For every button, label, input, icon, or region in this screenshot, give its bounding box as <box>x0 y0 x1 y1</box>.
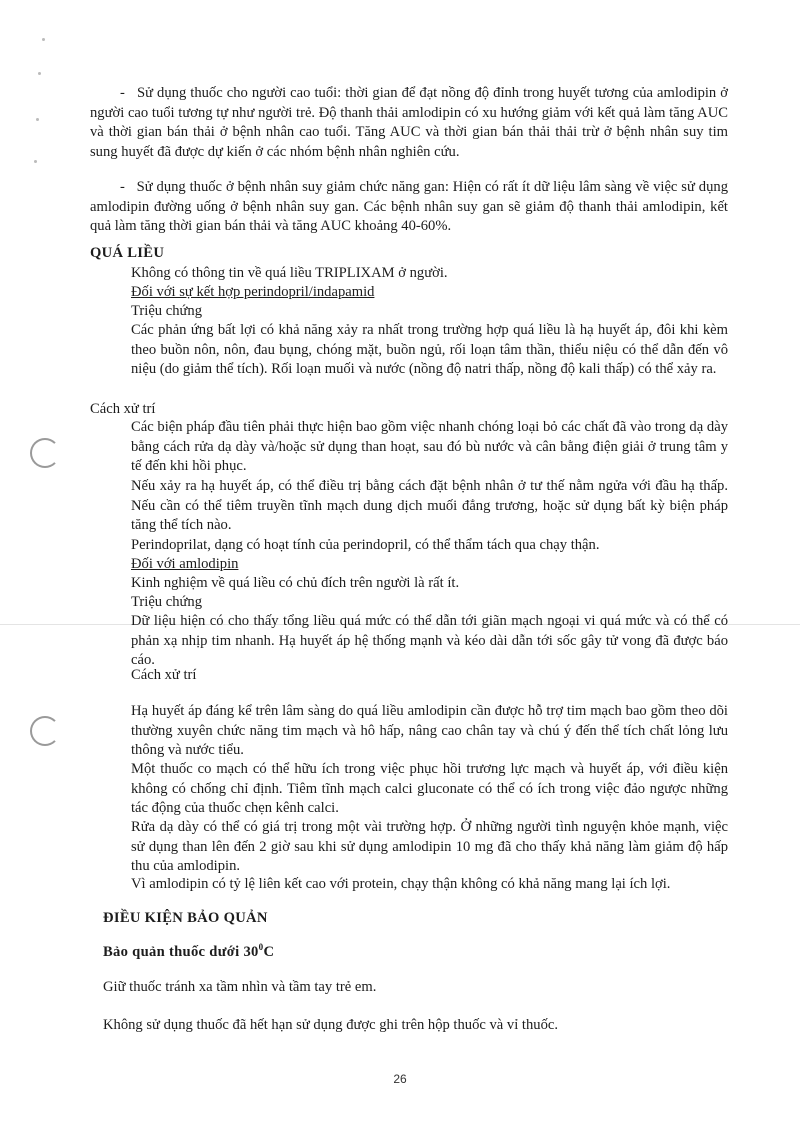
combo-symptoms-text: Các phản ứng bất lợi có khả năng xảy ra nhất trong trường hợp quá liều là hạ huyết áp, đôi khi kèm theo buồn nôn, nôn, đau bụng, chóng mặt, buồn ngủ, rối loạn tâm thần, thiểu niệu có thể dẫn đến vô niệu (do giảm thể tích). Rối loạn muối và nước (nồng độ natri thấp, nồng độ kali thấp) có thể xảy ra. <box>131 322 728 378</box>
scan-speck <box>34 160 37 163</box>
scan-speck <box>36 118 39 121</box>
amlodipine-subheading: Đối với amlodipin <box>131 556 239 572</box>
punch-hole-icon <box>30 716 60 746</box>
amlodipine-treatment-label: Cách xử trí <box>131 667 197 683</box>
amlodipine-treatment-2: Một thuốc co mạch có thể hữu ích trong việc phục hồi trương lực mạch và huyết áp, với điều kiện không có chống chỉ định. Tiêm tĩnh mạch calci gluconate có thể có ích trong việc đảo ngược những tác động của thuốc chẹn kênh calci. <box>131 761 728 817</box>
amlodipine-treatment-4: Vì amlodipin có tỷ lệ liên kết cao với protein, chạy thận không có khả năng mang lại ích lợi. <box>131 876 671 892</box>
punch-hole-icon <box>30 438 60 468</box>
overdose-no-info: Không có thông tin về quá liều TRIPLIXAM ở người. <box>131 265 448 281</box>
amlodipine-symptoms-text: Dữ liệu hiện có cho thấy tổng liều quá mức có thể dẫn tới giãn mạch ngoại vi quá mức và có thể có phản xạ nhịp tim nhanh. Hạ huyết áp hệ thống mạnh và kéo dài dẫn tới sốc gây tử vong đã được báo cáo. <box>131 613 728 669</box>
amlodipine-experience: Kinh nghiệm về quá liều có chủ đích trên người là rất ít. <box>131 575 460 591</box>
storage-expiry: Không sử dụng thuốc đã hết hạn sử dụng được ghi trên hộp thuốc và vỉ thuốc. <box>103 1017 559 1033</box>
amlodipine-symptoms-label: Triệu chứng <box>131 594 203 610</box>
combo-symptoms-label: Triệu chứng <box>131 303 203 319</box>
combo-subheading: Đối với sự kết hợp perindopril/indapamid <box>131 284 375 300</box>
elderly-paragraph: - Sử dụng thuốc cho người cao tuổi: thời gian để đạt nồng độ đỉnh trong huyết tương của amlodipin ở người cao tuổi tương tự như người trẻ. Độ thanh thải amlodipin có xu hướng giảm với kết quả làm tăng AUC và thời gian bán thải ở bệnh nhân cao tuổi. Tăng AUC và thời gian bán thải thải trừ ở bệnh nhân suy tim sung huyết đã được dự kiến ở các nhóm bệnh nhân nghiên cứu. <box>90 85 728 160</box>
scan-speck <box>38 72 41 75</box>
scan-speck <box>42 38 45 41</box>
page-number: 26 <box>393 1072 407 1086</box>
amlodipine-treatment-1: Hạ huyết áp đáng kể trên lâm sàng do quá liều amlodipin cần được hỗ trợ tim mạch bao gồm theo dõi thường xuyên chức năng tim mạch và hô hấp, nâng cao chân tay và chú ý đến thể tích chất lỏng lưu thông và nước tiểu. <box>131 703 728 759</box>
storage-children: Giữ thuốc tránh xa tầm nhìn và tầm tay trẻ em. <box>103 979 377 995</box>
combo-treatment-label: Cách xử trí <box>90 401 156 417</box>
overdose-heading: QUÁ LIỀU <box>90 245 165 261</box>
combo-treatment-3: Perindoprilat, dạng có hoạt tính của perindopril, có thể thẩm tách qua chạy thận. <box>131 537 600 553</box>
amlodipine-treatment-3: Rửa dạ dày có thể có giá trị trong một vài trường hợp. Ở những người tình nguyện khỏe mạnh, việc sử dụng than lên đến 2 giờ sau khi sử dụng amlodipin 10 mg đã cho thấy khả năng làm giảm độ hấp thu của amlodipin. <box>131 819 728 875</box>
combo-treatment-1: Các biện pháp đầu tiên phải thực hiện bao gồm việc nhanh chóng loại bỏ các chất đã vào trong dạ dày bằng cách rửa dạ dày và/hoặc sử dụng than hoạt, sau đó bù nước và cân bằng điện giải ở trung tâm y tế đến khi hồi phục. <box>131 419 728 475</box>
storage-heading: ĐIỀU KIỆN BẢO QUẢN <box>103 910 268 926</box>
storage-temperature: Bảo quản thuốc dưới $30^0C$ <box>103 942 275 960</box>
combo-treatment-2: Nếu xảy ra hạ huyết áp, có thể điều trị bằng cách đặt bệnh nhân ở tư thế nằm ngửa với đầu hạ thấp. Nếu cần có thể tiêm truyền tĩnh mạch dung dịch muối đẳng trương, hoặc sử dụng bất kỳ biện pháp tăng thể tích nào. <box>131 478 728 534</box>
hepatic-paragraph: - Sử dụng thuốc ở bệnh nhân suy giảm chức năng gan: Hiện có rất ít dữ liệu lâm sàng về việc sử dụng amlodipin đường uống ở bệnh nhân suy gan. Các bệnh nhân suy gan sẽ giảm độ thanh thải amlodipin, kết quả làm tăng thời gian bán thải và tăng AUC khoảng 40-60%. <box>90 179 728 235</box>
